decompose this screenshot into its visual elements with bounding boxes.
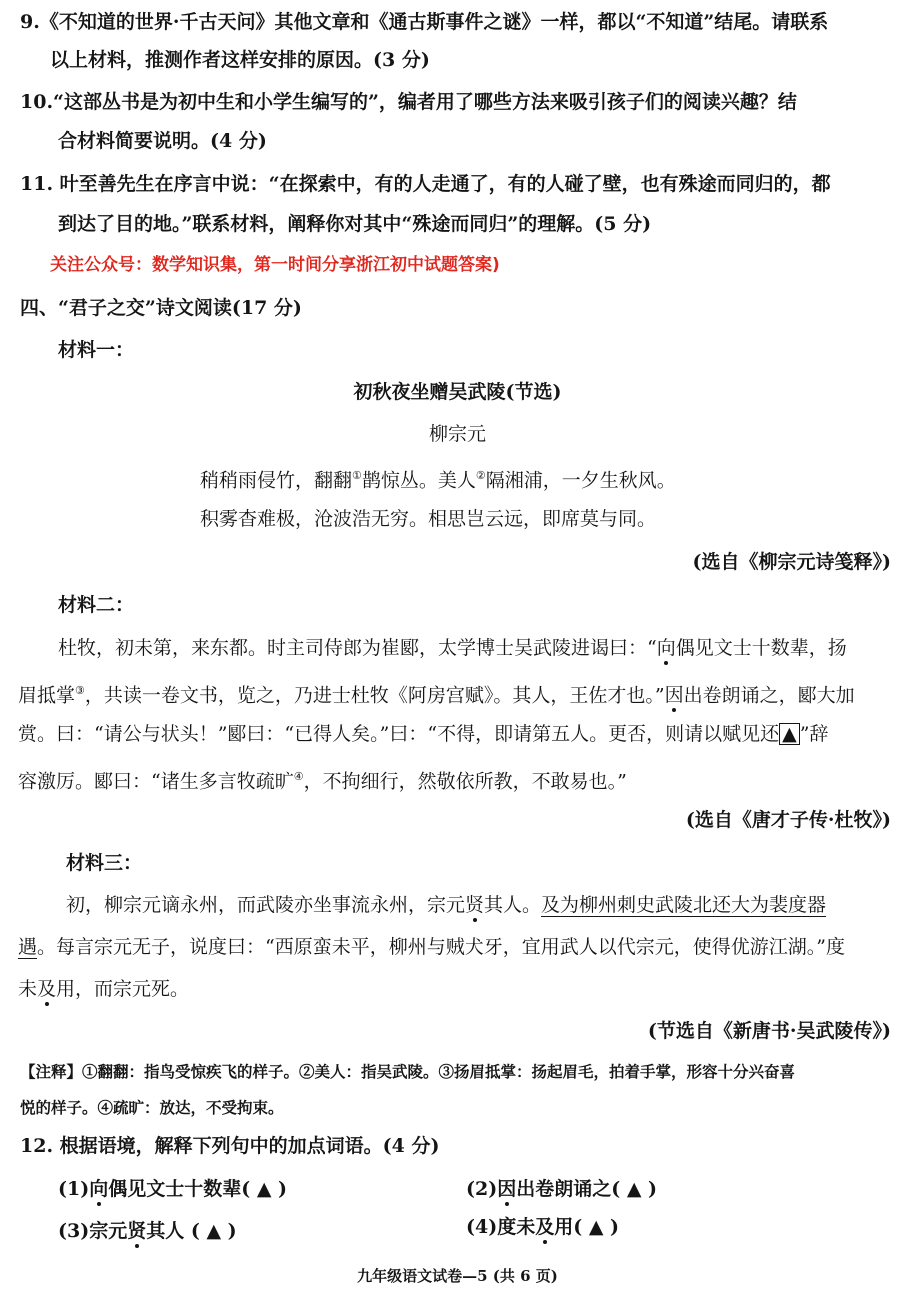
poem-line-1 <box>200 462 676 494</box>
q9-line-1: 9.《不知道的世界·千古天问》其他文章和《通古斯事件之谜》一样，都以“不知道”结尾。请联系 <box>20 11 829 33</box>
dotted-word-xiang: 向 <box>656 637 676 659</box>
dotted-word-yin: 因 <box>664 684 684 707</box>
q11-line-1: 11. 叶至善先生在序言中说：“在探索中，有的人走通了，有的人碰了壁，也有殊途而同归的，都 <box>20 173 831 195</box>
material-2-line-3 <box>18 720 828 748</box>
page-footer: 九年级语文试卷—5 (共 6 页) <box>357 1267 558 1285</box>
q12-item-text: (4)度未 <box>466 1216 536 1238</box>
material-1-source: (选自《柳宗元诗笺释》) <box>692 551 891 573</box>
answer-blank-box: ▲ <box>779 723 800 745</box>
q12-item-2 <box>466 1175 657 1203</box>
q12-item-text: 偶见文士十数辈( ▲ ) <box>108 1178 288 1200</box>
section-4-heading: 四、“君子之交”诗文阅读(17 分) <box>20 297 302 319</box>
notes-line-1: 【注释】①翻翻：指鸟受惊疾飞的样子。②美人：指吴武陵。③扬眉抵掌：扬起眉毛，拍着手掌，形容十分兴奋喜 <box>20 1062 796 1081</box>
q12-stem: 12. 根据语境，解释下列句中的加点词语。(4 分) <box>20 1135 440 1157</box>
dotted-word: 贤 <box>127 1220 147 1242</box>
material-2-text: ，不拘细行，然敬依所教，不敢易也。” <box>303 770 627 793</box>
material-2-text: 出卷朗诵之，郾大加 <box>683 684 855 707</box>
dotted-word-ji: 及 <box>37 978 57 1000</box>
dotted-word: 因 <box>497 1178 517 1200</box>
underlined-sentence-end: 遇 <box>18 936 38 958</box>
q12-item-text: 其人 ( ▲ ) <box>146 1220 237 1242</box>
q12-item-text: 出卷朗诵之( ▲ ) <box>516 1178 658 1200</box>
material-2-text: ”辞 <box>799 723 829 745</box>
note-marker-3: ③ <box>75 684 85 697</box>
poem-line-1-part: 稍稍雨侵竹，翻翻 <box>200 469 353 492</box>
q12-item-text: 用( ▲ ) <box>554 1216 620 1238</box>
material-3-text: 未 <box>18 978 38 1000</box>
material-3-line-3 <box>18 975 189 1003</box>
material-3-text: 。每言宗元无子，说度曰：“西原蛮未平，柳州与贼犬牙，宜用武人以代宗元，使得优游江湖。”度 <box>37 936 845 958</box>
q12-item-text: (1) <box>58 1178 90 1200</box>
q12-item-text: (3)宗元 <box>58 1220 128 1242</box>
poem-line-2: 积雾杳难极，沧波浩无穷。相思岂云远，即席莫与同。 <box>200 508 657 530</box>
material-2-text: 眉抵掌 <box>18 684 76 707</box>
material-3-source: (节选自《新唐书·吴武陵传》) <box>647 1020 891 1042</box>
material-3-line-2 <box>18 933 845 961</box>
note-marker-1: ① <box>352 469 362 482</box>
underlined-sentence: 及为柳州刺史武陵北还大为裴度器 <box>541 894 827 916</box>
promo-line: 关注公众号：数学知识集，第一时间分享浙江初中试题答案) <box>50 255 500 275</box>
material-2-text: 偶见文士十数辈，扬 <box>675 637 847 659</box>
notes-line-2: 悦的样子。④疏旷：放达，不受拘束。 <box>20 1098 284 1117</box>
material-2-label: 材料二： <box>58 594 135 616</box>
material-3-label: 材料三： <box>66 852 143 874</box>
poem-title: 初秋夜坐赠吴武陵(节选) <box>353 381 562 403</box>
material-2-text: ，共读一卷文书，览之，乃进士杜牧《阿房宫赋》。其人，王佐才也。” <box>84 684 665 707</box>
material-2-line-4 <box>18 763 627 795</box>
q10-line-1: 10.“这部丛书是为初中生和小学生编写的”，编者用了哪些方法来吸引孩子们的阅读兴趣？结 <box>20 91 797 113</box>
material-3-line-1 <box>66 891 826 919</box>
poem-author: 柳宗元 <box>428 423 486 445</box>
q12-item-1 <box>58 1175 287 1203</box>
material-3-text: 用，而宗元死。 <box>56 978 190 1000</box>
material-1-label: 材料一： <box>58 339 135 361</box>
material-2-line-1 <box>58 634 847 662</box>
dotted-word-xian: 贤 <box>465 894 485 916</box>
material-3-text: 初，柳宗元谪永州，而武陵亦坐事流永州，宗元 <box>66 894 466 916</box>
poem-line-1-part: 鹊惊丛。美人 <box>361 469 476 492</box>
material-2-line-2 <box>18 677 855 709</box>
dotted-word: 向 <box>89 1178 109 1200</box>
material-2-source: (选自《唐才子传·杜牧》) <box>685 809 891 831</box>
material-2-text: 赏。曰：“请公与状头！”郾曰：“已得人矣。”曰：“不得，即请第五人。更否，则请以赋见还 <box>18 723 780 745</box>
q12-item-text: (2) <box>466 1178 498 1200</box>
dotted-word: 及 <box>535 1216 555 1238</box>
q10-line-2: 合材料简要说明。(4 分) <box>58 130 267 152</box>
poem-line-1-part: 隔湘浦，一夕生秋风。 <box>485 469 676 492</box>
q12-item-4 <box>466 1213 619 1241</box>
material-3-text: 其人。 <box>484 894 542 916</box>
q9-line-2: 以上材料，推测作者这样安排的原因。(3 分) <box>50 49 430 71</box>
q12-item-3 <box>58 1217 237 1245</box>
material-2-text: 杜牧，初未第，来东都。时主司侍郎为崔郾，太学博士吴武陵进谒曰：“ <box>58 637 657 659</box>
note-marker-2: ② <box>475 469 486 482</box>
material-2-text: 容激厉。郾曰：“诸生多言牧疏旷 <box>18 770 294 793</box>
note-marker-4: ④ <box>293 770 304 783</box>
q11-line-2: 到达了目的地。”联系材料，阐释你对其中“殊途而同归”的理解。(5 分) <box>58 213 652 235</box>
